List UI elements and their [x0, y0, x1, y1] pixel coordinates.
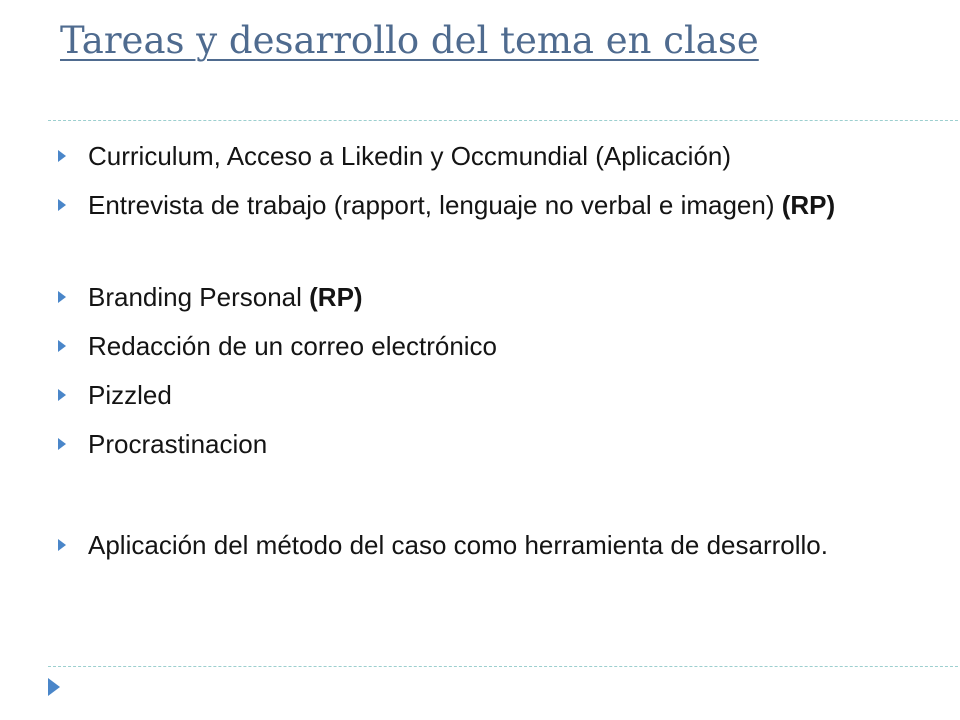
bullet-triangle-icon — [58, 438, 66, 450]
bullet-tag: (RP) — [309, 282, 363, 312]
bullet-triangle-icon — [58, 539, 66, 551]
bullet-item — [88, 375, 908, 415]
bullet-triangle-icon — [58, 340, 66, 352]
bullet-text: Entrevista de trabajo (rapport, lenguaje no verbal e imagen) — [88, 190, 782, 220]
footer-triangle-icon — [48, 678, 60, 696]
bottom-dashed-divider — [48, 666, 960, 667]
bullet-text: Pizzled — [88, 380, 172, 410]
bullet-triangle-icon — [58, 291, 66, 303]
top-dashed-divider — [48, 120, 960, 121]
bullet-triangle-icon — [58, 150, 66, 162]
bullet-triangle-icon — [58, 389, 66, 401]
bullet-triangle-icon — [58, 199, 66, 211]
bullet-item — [88, 136, 908, 176]
bullet-text: Aplicación del método del caso como herramienta de desarrollo. — [88, 530, 828, 560]
bullet-text: Procrastinacion — [88, 429, 268, 459]
bullet-text: Curriculum, Acceso a Likedin y Occmundial (Aplicación) — [88, 141, 732, 171]
bullet-item — [88, 185, 908, 225]
bullet-item — [88, 424, 908, 464]
bullet-item — [88, 277, 908, 317]
slide-title: Tareas y desarrollo del tema en clase — [60, 19, 759, 62]
bullet-text: Branding Personal — [88, 282, 310, 312]
bullet-item — [88, 326, 908, 366]
bullet-text: Redacción de un correo electrónico — [88, 331, 498, 361]
bullet-tag: (RP) — [781, 190, 836, 220]
bullet-item — [88, 525, 908, 565]
